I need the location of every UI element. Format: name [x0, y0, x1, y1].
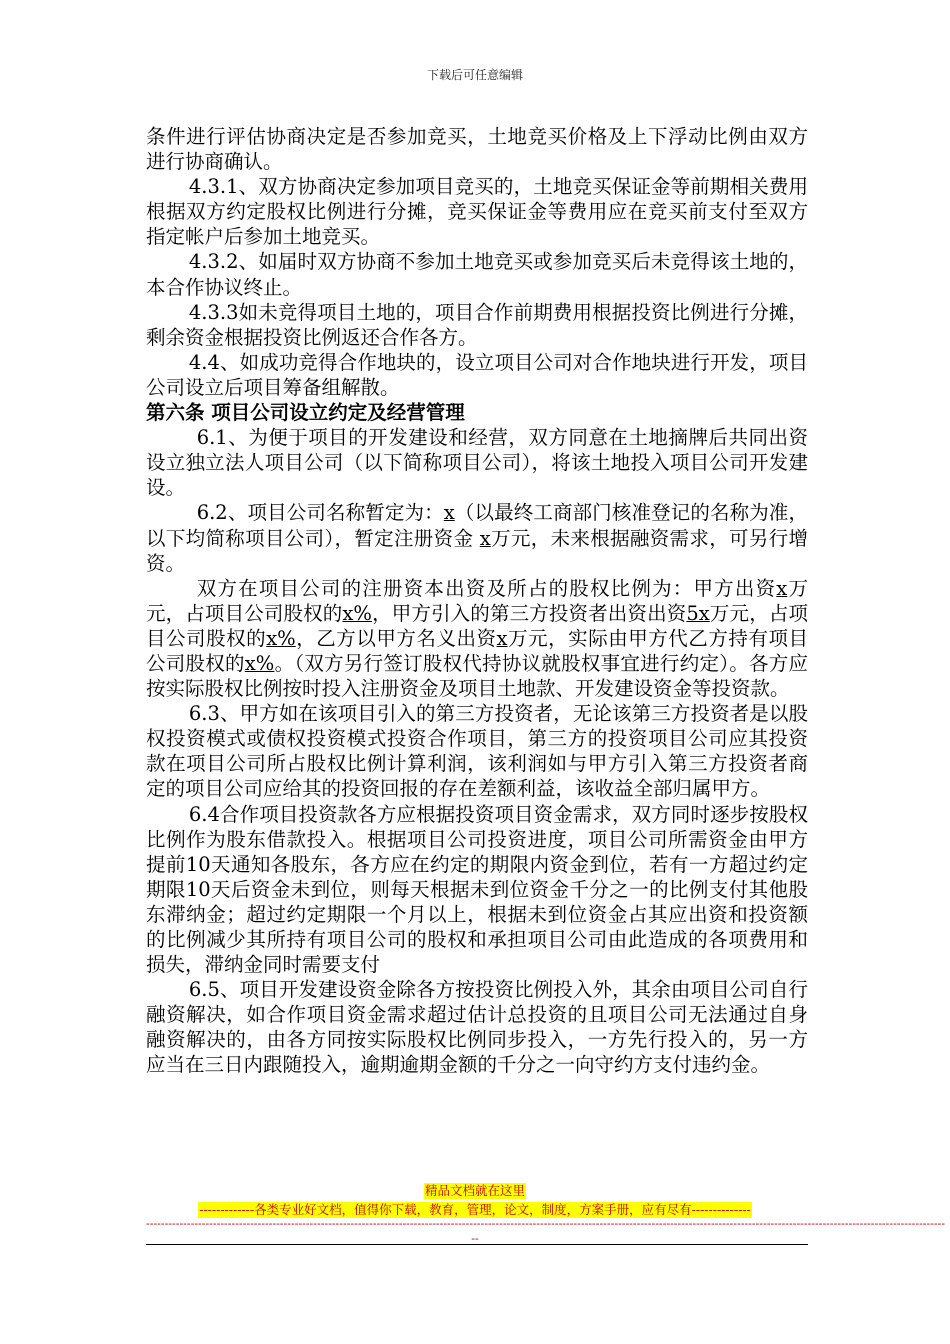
text-run: 万元，实际由甲方代乙方持有项目公司股权的 — [146, 626, 808, 675]
blank-registered-capital: x — [479, 526, 491, 550]
footer-dash-tail: -- — [471, 1232, 479, 1245]
footer-rule — [146, 1244, 808, 1245]
paragraph-equity-ratio — [146, 576, 808, 701]
paragraph-6-3: 6.3、甲方如在该项目引入的第三方投资者，无论该第三方投资者是以股权投资模式或债权投资模式投资合作项目，第三方的投资项目公司应其投资款在项目公司所占股权比例计算利润，该利润如与甲方引入第三方投资者商定的项目公司应给其的投资回报的存在差额利益，该收益全部归属甲方。 — [146, 702, 808, 801]
paragraph-6-2 — [146, 500, 808, 575]
text-run: ，甲方引入的第三方投资者出资出资 — [371, 601, 687, 625]
blank-third-party-percent: x% — [266, 626, 296, 650]
paragraph-4-3-1: 4.3.1、双方协商决定参加项目竞买的，土地竞买保证金等前期相关费用根据双方约定股权比例进行分摊，竞买保证金等费用应在竞买前支付至双方指定帐户后参加土地竞买。 — [146, 175, 808, 249]
footer-dashed-line: ----------------------------------------------------------------------------------------------------------------------------------------------------------------------------------------------------------------------- — [146, 1217, 946, 1230]
paragraph-6-1: 6.1、为便于项目的开发建设和经营，双方同意在土地摘牌后共同出资设立独立法人项目公司（以下简称项目公司），将该土地投入项目公司开发建设。 — [146, 426, 808, 500]
document-body — [146, 124, 808, 1078]
paragraph-4-4: 4.4、如成功竞得合作地块的，设立项目公司对合作地块进行开发，项目公司设立后项目筹备组解散。 — [146, 350, 808, 399]
footer-banner-slogan: -------------各类专业好文档，值得你下载，教育，管理，论文，制度，方案手册，应有尽有-------------- — [199, 1202, 751, 1217]
text-run: （以最终工商部门核准登记的名称为准，以下均简称项目公司），暂定注册资金 — [146, 501, 808, 550]
text-run: 双方在项目公司的注册资本出资及所占的股权比例为：甲方出资 — [196, 576, 777, 600]
paragraph-continued: 条件进行评估协商决定是否参加竞买，土地竞买价格及上下浮动比例由双方进行协商确认。 — [146, 125, 808, 174]
blank-party-a-amount: x — [776, 576, 788, 600]
paragraph-6-5: 6.5、项目开发建设资金除各方按投资比例投入外，其余由项目公司自行融资解决，如合作项目资金需求超过估计总投资的且项目公司无法通过自身融资解决的，由各方同按实际股权比例同步投入，一方先行投入的，另一方应当在三日内跟随投入，逾期逾期金额的千分之一向守约方支付违约金。 — [146, 978, 808, 1077]
text-run: 万元，占项目公司股权的 — [146, 601, 808, 650]
footer-banner-title: 精品文档就在这里 — [424, 1183, 525, 1198]
text-run: 6.2、项目公司名称暂定为： — [196, 501, 444, 525]
text-run: ，乙方以甲方名义出资 — [295, 626, 497, 650]
text-run: 。（双方另行签订股权代持协议就股权事宜进行约定）。各方应按实际股权比例按时投入注册资金及项目土地款、开发建设资金等投资款。 — [146, 651, 808, 701]
paragraph-4-3-2: 4.3.2、如届时双方协商不参加土地竞买或参加竞买后未竞得该土地的，本合作协议终止。 — [146, 250, 808, 299]
blank-company-name: x — [443, 501, 455, 525]
page-header: 下载后可任意编辑 — [426, 68, 523, 82]
page-footer — [0, 1180, 950, 1245]
paragraph-6-4: 6.4合作项目投资款各方应根据投资项目资金需求，双方同时逐步按股权比例作为股东借款投入。根据项目公司投资进度，项目公司所需资金由甲方提前10天通知各股东，各方应在约定的期限内资金到位，若有一方超过约定期限10天后资金未到位，则每天根据未到位资金千分之一的比例支付其他股东滞纳金；超过约定期限一个月以上，根据未到位资金占其应出资和投资额的比例减少其所持有项目公司的股权和承担项目公司由此造成的各项费用和损失，滞纳金同时需要支付 — [146, 802, 808, 977]
blank-party-a-percent: x% — [342, 601, 372, 625]
blank-party-b-amount: x — [496, 626, 508, 650]
text-run: 万元，未来根据融资需求，可另行增资。 — [146, 526, 808, 575]
blank-third-party-amount: 5x — [686, 601, 710, 625]
blank-party-b-percent: x% — [244, 651, 275, 675]
section-heading-article-6: 第六条 项目公司设立约定及经营管理 — [146, 401, 465, 425]
paragraph-4-3-3: 4.3.3如未竞得项目土地的，项目合作前期费用根据投资比例进行分摊，剩余资金根据投资比例返还合作各方。 — [146, 300, 808, 349]
text-run: 万元，占项目公司股权的 — [146, 576, 808, 625]
